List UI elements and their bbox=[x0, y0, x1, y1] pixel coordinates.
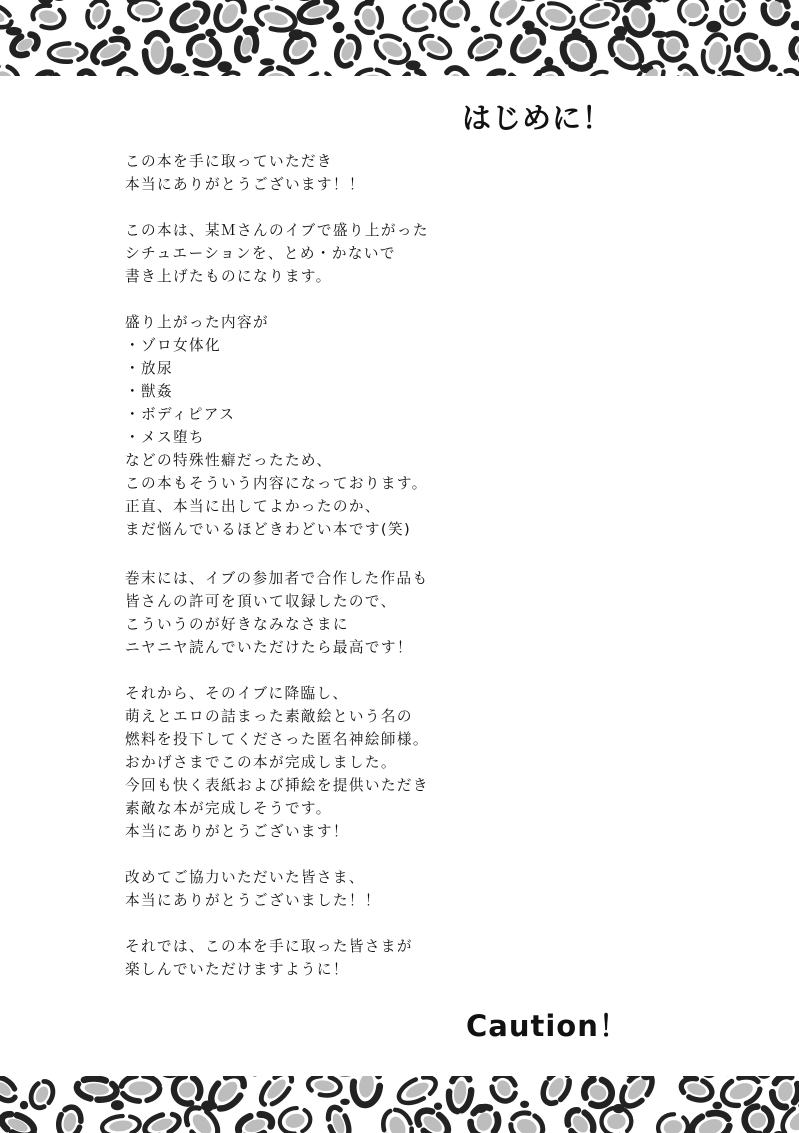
leopard-spot bbox=[677, 0, 709, 26]
text-line: こういうのが好きなみなさまに bbox=[125, 616, 349, 633]
leopard-spot bbox=[256, 1076, 297, 1110]
text-line: 燃料を投下してくださった匿名神絵師様。 bbox=[125, 731, 429, 748]
leopard-spot bbox=[142, 1110, 182, 1133]
leopard-spot bbox=[129, 0, 161, 20]
leopard-dot bbox=[652, 31, 667, 38]
text-line: 書き上げたものになります。 bbox=[125, 268, 332, 285]
leopard-spot bbox=[74, 71, 97, 76]
leopard-dot bbox=[471, 26, 480, 33]
leopard-spot bbox=[297, 0, 338, 26]
leopard-spot bbox=[557, 30, 600, 74]
text-line: 改めてご協力いただいた皆さま、 bbox=[125, 869, 365, 886]
leopard-spot bbox=[325, 1105, 353, 1133]
text-line: 皆さんの許可を頂いて収録したので、 bbox=[125, 593, 397, 610]
leopard-spot bbox=[650, 0, 682, 3]
leopard-dot bbox=[170, 63, 186, 73]
leopard-spot bbox=[0, 1110, 37, 1133]
leopard-spot bbox=[688, 0, 729, 1]
text-line: 楽しんでいただけますように！ bbox=[125, 961, 349, 978]
leopard-spot bbox=[333, 33, 363, 68]
leopard-dot bbox=[434, 1103, 442, 1110]
leopard-spot bbox=[351, 1076, 382, 1106]
leopard-spot bbox=[0, 1076, 20, 1105]
text-line: おかげさまでこの本が完成しました。 bbox=[125, 754, 397, 771]
leopard-dot bbox=[713, 1102, 723, 1110]
leopard-spot bbox=[307, 1076, 342, 1097]
leopard-spot bbox=[49, 43, 87, 62]
leopard-spot bbox=[89, 34, 131, 68]
leopard-spot bbox=[488, 1076, 520, 1105]
leopard-spot bbox=[182, 0, 227, 1]
leopard-print-top-border bbox=[0, 0, 799, 76]
leopard-spot bbox=[260, 67, 293, 76]
text-line: 素敵な本が完成しそうです。 bbox=[125, 800, 332, 817]
leopard-spot bbox=[562, 1105, 598, 1133]
leopard-spot bbox=[586, 69, 617, 76]
leopard-spot bbox=[447, 1076, 474, 1113]
leopard-spot bbox=[101, 1114, 141, 1133]
leopard-spot bbox=[719, 0, 746, 26]
leopard-spot bbox=[660, 33, 686, 60]
leopard-dot bbox=[333, 22, 345, 33]
leopard-spot bbox=[0, 60, 24, 76]
leopard-spot bbox=[762, 0, 789, 24]
leopard-dot bbox=[706, 21, 721, 33]
leopard-dot bbox=[260, 58, 275, 65]
leopard-spot bbox=[84, 0, 112, 30]
text-line: ・ゾロ女体化 bbox=[125, 337, 221, 354]
leopard-spot bbox=[466, 31, 504, 63]
leopard-spot bbox=[379, 1106, 417, 1133]
leopard-dot bbox=[791, 21, 799, 31]
text-line: まだ悩んでいるほどきわどい本です(笑) bbox=[125, 521, 412, 538]
leopard-spot bbox=[27, 1078, 57, 1111]
text-line: 本当にありがとうございます！ bbox=[125, 823, 349, 840]
text-line: などの特殊性癖だったため、 bbox=[125, 452, 333, 469]
leopard-spot bbox=[254, 3, 298, 34]
leopard-spot bbox=[417, 31, 454, 62]
leopard-spot bbox=[506, 1108, 547, 1133]
text-line: 本当にありがとうございました！！ bbox=[125, 892, 381, 909]
leopard-dot bbox=[768, 65, 778, 72]
text-line: この本もそういう内容になっております。 bbox=[125, 475, 428, 492]
text-line: 今回も快く表紙および挿絵を提供いただき bbox=[125, 777, 429, 794]
text-line: ・獣姦 bbox=[125, 383, 173, 400]
leopard-dot bbox=[113, 26, 125, 35]
caution-heading: Caution！ bbox=[466, 1009, 629, 1043]
leopard-spot bbox=[184, 32, 224, 70]
text-line: 正直、本当に出してよかったのか、 bbox=[125, 498, 381, 515]
text-line: この本を手に取っていただき bbox=[125, 153, 333, 170]
text-line: それから、そのイブに降臨し、 bbox=[125, 685, 349, 702]
text-line: それでは、この本を手に取った皆さまが bbox=[125, 938, 413, 955]
text-line: ・メス堕ち bbox=[125, 429, 205, 446]
leopard-spot bbox=[412, 1105, 452, 1133]
text-line: この本は、某Ｍさんのイブで盛り上がった bbox=[125, 222, 429, 239]
leopard-spot bbox=[121, 1076, 159, 1101]
leopard-spot bbox=[467, 1104, 501, 1133]
leopard-dot bbox=[20, 1101, 28, 1110]
leopard-spot bbox=[579, 0, 621, 31]
text-line: ・放尿 bbox=[125, 360, 173, 377]
body-text bbox=[125, 150, 545, 981]
leopard-spot bbox=[145, 33, 170, 72]
leopard-spot bbox=[235, 1110, 274, 1133]
leopard-spot bbox=[56, 1105, 84, 1133]
text-line: 萌えとエロの詰まった素敵絵という名の bbox=[125, 708, 413, 725]
leopard-spot bbox=[787, 30, 799, 65]
leopard-spot bbox=[731, 30, 774, 75]
leopard-spot bbox=[281, 29, 320, 68]
leopard-spot bbox=[7, 0, 42, 1]
leopard-spot bbox=[656, 1112, 690, 1133]
leopard-dot bbox=[340, 1099, 350, 1105]
leopard-spot bbox=[297, 68, 334, 76]
leopard-pattern bbox=[0, 0, 799, 76]
leopard-spot bbox=[441, 65, 473, 76]
leopard-dot bbox=[544, 57, 553, 67]
leopard-spot bbox=[688, 1108, 734, 1133]
text-line: シチュエーションを、とめ・かないで bbox=[125, 245, 396, 262]
leopard-spot bbox=[674, 63, 701, 76]
leopard-spot bbox=[277, 1105, 313, 1133]
leopard-spot bbox=[31, 69, 63, 76]
leopard-pattern bbox=[0, 1076, 799, 1133]
leopard-dot bbox=[205, 29, 216, 37]
leopard-spot bbox=[481, 65, 526, 76]
leopard-dot bbox=[592, 0, 607, 1]
leopard-spot bbox=[679, 1076, 715, 1104]
leopard-spot bbox=[538, 1076, 575, 1108]
leopard-dot bbox=[111, 1100, 124, 1110]
leopard-spot bbox=[354, 1, 384, 35]
leopard-spot bbox=[507, 25, 548, 66]
page-heading: はじめに！ bbox=[462, 101, 613, 135]
leopard-print-bottom-border bbox=[0, 1076, 799, 1133]
text-line: ニヤニヤ読んでいただけたら最高です！ bbox=[125, 639, 413, 656]
leopard-spot bbox=[438, 0, 471, 29]
leopard-spot bbox=[395, 1076, 440, 1108]
leopard-spot bbox=[170, 1076, 203, 1107]
leopard-spot bbox=[31, 3, 66, 31]
leopard-spot bbox=[700, 32, 732, 74]
leopard-dot bbox=[520, 1101, 529, 1108]
leopard-spot bbox=[234, 30, 258, 62]
leopard-spot bbox=[76, 1076, 118, 1101]
text-line: 本当にありがとうございます！！ bbox=[125, 176, 365, 193]
text-line: 盛り上がった内容が bbox=[125, 314, 269, 331]
leopard-spot bbox=[580, 1076, 616, 1110]
leopard-dot bbox=[218, 61, 232, 72]
text-line: ・ボディピアス bbox=[125, 406, 236, 423]
leopard-spot bbox=[535, 0, 577, 33]
leopard-spot bbox=[355, 70, 390, 77]
leopard-spot bbox=[169, 0, 212, 35]
text-line: 巻末には、イブの参加者で合作した作品も bbox=[125, 570, 429, 587]
leopard-spot bbox=[770, 1076, 799, 1109]
leopard-spot bbox=[401, 0, 439, 35]
leopard-spot bbox=[740, 1102, 776, 1133]
